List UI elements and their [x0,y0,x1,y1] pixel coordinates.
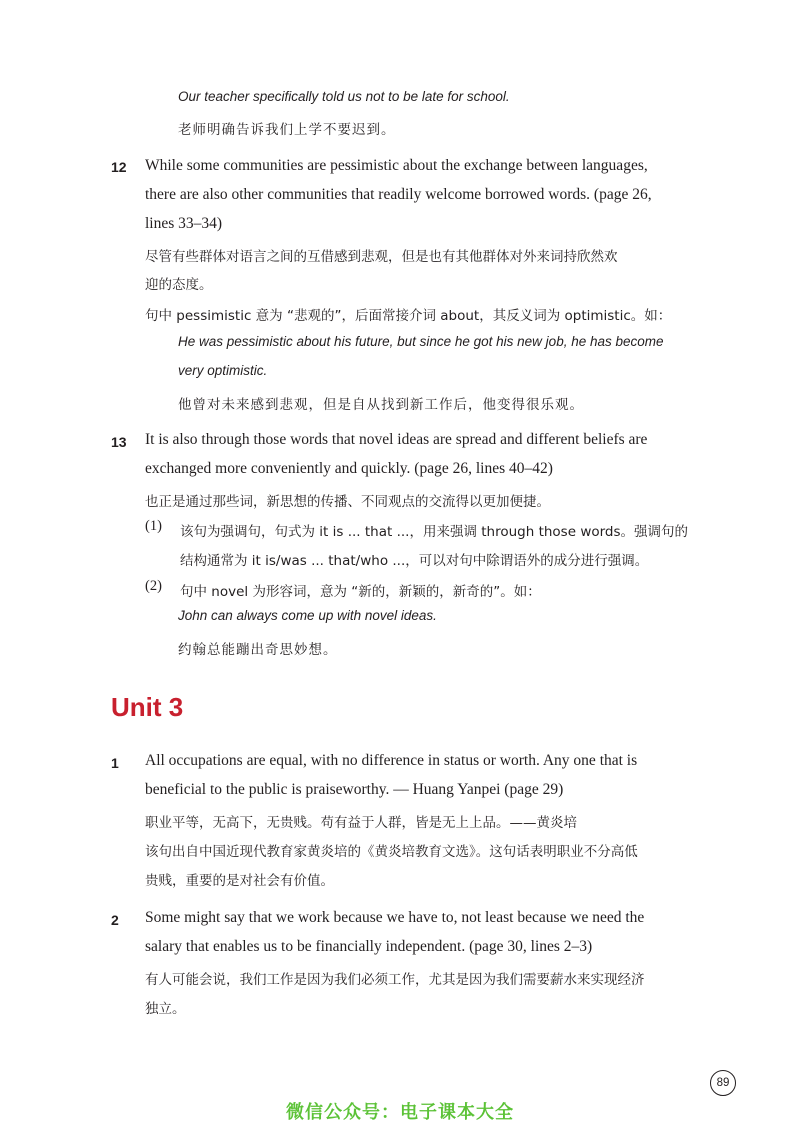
example-sentence: very optimistic. [178,363,268,378]
item-translation: 也正是通过那些词，新思想的传播、不同观点的交流得以更加便捷。 [145,494,550,510]
item-number: 2 [111,912,119,928]
sub-item-text: 该句为强调句，句式为 it is ... that ...，用来强调 through those words。强调句的 [180,524,689,540]
example-translation: 约翰总能蹦出奇思妙想。 [178,642,338,658]
item-text: lines 33–34) [145,215,223,232]
item-note: 句中 pessimistic 意为 “悲观的”，后面常接介词 about，其反义词为 optimistic。如： [145,308,672,324]
sub-item-text: 结构通常为 it is/was ... that/who ...，可以对句中除谓语外的成分进行强调。 [180,553,649,569]
item-translation: 尽管有些群体对语言之间的互借感到悲观，但是也有其他群体对外来词持欣然欢 [145,249,618,265]
item-number: 12 [111,159,127,175]
watermark: 微信公众号：电子课本大全 [286,1102,514,1123]
item-text: salary that enables us to be financially independent. (page 30, lines 2–3) [145,938,593,955]
page-number: 89 [710,1070,736,1096]
example-translation: 他曾对未来感到悲观，但是自从找到新工作后，他变得很乐观。 [178,397,584,413]
unit-heading: Unit 3 [111,692,184,722]
sub-item-label: (1) [145,518,162,534]
item-translation: 贵贱，重要的是对社会有价值。 [145,873,334,889]
item-translation: 该句出自中国近现代教育家黄炎培的《黄炎培教育文选》。这句话表明职业不分高低 [145,844,638,860]
item-translation: 有人可能会说，我们工作是因为我们必须工作，尤其是因为我们需要薪水来实现经济 [145,972,645,988]
example-sentence: John can always come up with novel ideas. [178,608,437,623]
item-text: Some might say that we work because we have to, not least because we need the [145,909,645,926]
sub-item-text: 句中 novel 为形容词，意为 “新的，新颖的，新奇的”。如： [180,584,541,600]
item-text: All occupations are equal, with no difference in status or worth. Any one that is [145,752,638,769]
example-translation: 老师明确告诉我们上学不要迟到。 [178,122,396,138]
item-translation: 独立。 [145,1001,186,1017]
item-translation: 迎的态度。 [145,277,213,293]
item-text: beneficial to the public is praiseworthy. — Huang Yanpei (page 29) [145,781,564,798]
item-text: It is also through those words that novel ideas are spread and different beliefs are [145,431,648,448]
item-translation: 职业平等，无高下，无贵贱。苟有益于人群，皆是无上上品。——黄炎培 [145,815,577,831]
example-sentence: He was pessimistic about his future, but since he got his new job, he has become [178,334,664,349]
sub-item-label: (2) [145,578,162,594]
item-number: 1 [111,755,119,771]
item-text: exchanged more conveniently and quickly. (page 26, lines 40–42) [145,460,553,477]
item-number: 13 [111,434,127,450]
item-text: While some communities are pessimistic about the exchange between languages, [145,157,648,174]
example-sentence: Our teacher specifically told us not to be late for school. [178,89,510,104]
item-text: there are also other communities that readily welcome borrowed words. (page 26, [145,186,652,203]
